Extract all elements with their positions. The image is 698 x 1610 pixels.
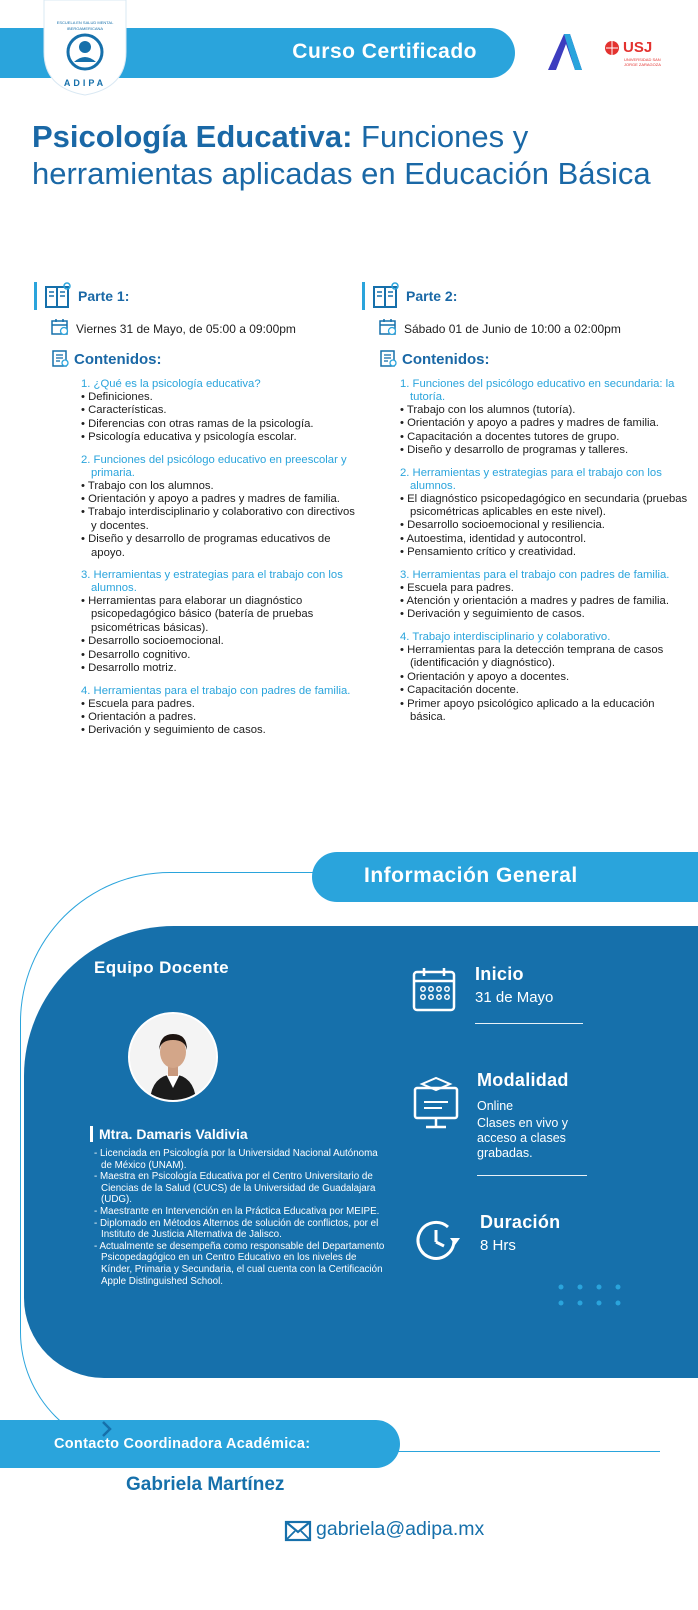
part-2 xyxy=(362,280,698,733)
module xyxy=(81,569,361,675)
module xyxy=(81,454,361,560)
module-item: • Definiciones. xyxy=(81,391,361,404)
module-item: • Primer apoyo psicológico aplicado a la educación básica. xyxy=(400,698,692,725)
module-item: • Derivación y seguimiento de casos. xyxy=(400,608,692,621)
mode-label: Modalidad xyxy=(477,1070,569,1090)
bio-item: - Actualmente se desempeña como responsable del Departamento Psicopedagógico en un Centro Educativo en los niveles de Kínder, Primaria y Secundaria, el cual cuenta con la Certificación Apple Distinguished School. xyxy=(91,1241,387,1287)
book-icon xyxy=(43,281,73,311)
bio-item: - Licenciada en Psicología por la Universidad Nacional Autónoma de México (UNAM). xyxy=(91,1148,387,1171)
module-item: • Orientación y apoyo a docentes. xyxy=(400,671,692,684)
module-item: • Capacitación a docentes tutores de grupo. xyxy=(400,431,692,444)
team-title: Equipo Docente xyxy=(94,958,229,977)
usj-logo xyxy=(604,38,674,78)
logo-name: ADIPA xyxy=(63,78,107,88)
chevron-right-icon xyxy=(100,1420,114,1438)
clock-icon xyxy=(414,1218,464,1264)
contact-name: Gabriela Martínez xyxy=(126,1474,285,1495)
module-item: • Atención y orientación a madres y padres de familia. xyxy=(400,595,692,608)
module-item: • Características. xyxy=(81,404,361,417)
info-heading-bar xyxy=(312,852,698,902)
part-1-modules xyxy=(81,378,361,738)
part-1-header xyxy=(34,280,374,312)
module-title: 1. ¿Qué es la psicología educativa? xyxy=(81,378,261,390)
calendar-icon xyxy=(410,966,458,1014)
document-icon xyxy=(52,350,69,367)
module-item: • Orientación y apoyo a padres y madres de familia. xyxy=(400,417,692,430)
module-item: • Diferencias con otras ramas de la psicología. xyxy=(81,418,361,431)
module-item: • Desarrollo socioemocional y resiliencia. xyxy=(400,519,692,532)
module-title: 4. Trabajo interdisciplinario y colaborativo. xyxy=(400,630,611,643)
module-title: 1. Funciones del psicólogo educativo en secundaria: la tutoría. xyxy=(400,378,675,403)
duration-value: 8 Hrs xyxy=(480,1237,516,1254)
duration-block xyxy=(480,1212,560,1254)
start-block xyxy=(475,964,553,1006)
part-1-date-row xyxy=(34,318,374,340)
module-item: • Autoestima, identidad y autocontrol. xyxy=(400,533,692,546)
duration-label: Duración xyxy=(480,1212,561,1232)
start-divider xyxy=(475,1023,583,1024)
module xyxy=(400,378,692,458)
module-item: • Pensamiento crítico y creatividad. xyxy=(400,546,692,559)
module xyxy=(81,378,361,445)
part-2-header xyxy=(362,280,698,312)
module-item: • El diagnóstico psicopedagógico en secundaria (pruebas psicométricas aplicables en este nivel). xyxy=(400,493,692,520)
module-item: • Herramientas para la detección temprana de casos (identificación y diagnóstico). xyxy=(400,644,692,671)
module-item: • Diseño y desarrollo de programas y talleres. xyxy=(400,444,692,457)
book-icon xyxy=(371,281,401,311)
part-2-date-row xyxy=(362,318,698,340)
bio-item: - Maestra en Psicología Educativa por el Centro Universitario de Ciencias de la Salud (CUCS) de la Universidad de Guadalajara (UDG). xyxy=(91,1171,387,1206)
logo-text-top: ESCUELA EN SALUD MENTAL xyxy=(56,20,114,25)
part-2-label: Parte 2: xyxy=(406,288,458,304)
logo-text-mid: IBEROAMERICANA xyxy=(66,26,104,31)
module-item: • Desarrollo cognitivo. xyxy=(81,649,361,662)
mode-value: Online xyxy=(477,1099,514,1113)
contact-email-link[interactable]: gabriela@adipa.mx xyxy=(316,1518,485,1540)
module-item: • Escuela para padres. xyxy=(400,582,692,595)
module xyxy=(400,569,692,622)
module-item: • Herramientas para elaborar un diagnóstico psicopedagógico básico (batería de pruebas psicométricas básicas). xyxy=(81,595,361,635)
mode-block xyxy=(477,1070,597,1161)
module-item: • Derivación y seguimiento de casos. xyxy=(81,724,361,737)
module-title: 3. Herramientas para el trabajo con padres de familia. xyxy=(400,568,670,581)
part-1-contents-label: Contenidos: xyxy=(74,351,162,368)
module xyxy=(400,631,692,724)
module-item: • Diseño y desarrollo de programas educativos de apoyo. xyxy=(81,533,361,560)
module-title: 2. Herramientas y estrategias para el trabajo con los alumnos. xyxy=(400,466,662,492)
module xyxy=(81,685,361,738)
module-item: • Trabajo con los alumnos. xyxy=(81,480,361,493)
module-item: • Psicología educativa y psicología escolar. xyxy=(81,431,361,444)
bio-item: - Diplomado en Métodos Alternos de solución de conflictos, por el Instituto de Justicia Alternativa de Jalisco. xyxy=(91,1218,387,1241)
part-1-contents-row xyxy=(34,348,374,372)
teacher-avatar xyxy=(128,1012,218,1102)
calendar-icon xyxy=(379,318,397,336)
module-item: • Desarrollo socioemocional. xyxy=(81,635,361,648)
bio-item: - Maestrante en Intervención en la Práctica Educativa por MEIPE. xyxy=(91,1206,387,1218)
course-title-rest: Funciones y herramientas aplicadas en Educación Básica xyxy=(32,119,651,191)
calendar-icon xyxy=(51,318,69,336)
course-title-strong: Psicología Educativa: xyxy=(32,119,353,154)
mode-divider xyxy=(477,1175,587,1176)
part-1-label: Parte 1: xyxy=(78,288,130,304)
part-1 xyxy=(34,280,374,747)
part-1-date: Viernes 31 de Mayo, de 05:00 a 09:00pm xyxy=(76,322,296,336)
part-2-modules xyxy=(400,378,692,724)
module-title: 4. Herramientas para el trabajo con padres de familia. xyxy=(81,684,351,697)
start-label: Inicio xyxy=(475,964,524,984)
partner-a-logo xyxy=(544,32,586,72)
course-badge-label: Curso Certificado xyxy=(292,40,477,63)
course-title xyxy=(32,118,672,192)
module xyxy=(400,467,692,560)
module-title: 3. Herramientas y estrategias para el trabajo con los alumnos. xyxy=(81,569,343,595)
part-2-bar xyxy=(362,282,365,310)
decorative-dots xyxy=(557,1283,627,1313)
module-item: • Capacitación docente. xyxy=(400,684,692,697)
part-2-contents-label: Contenidos: xyxy=(402,351,490,368)
teacher-bar xyxy=(90,1126,93,1142)
adipa-logo xyxy=(42,0,128,96)
document-icon xyxy=(380,350,397,367)
teacher-header xyxy=(90,1124,390,1144)
part-2-contents-row xyxy=(362,348,698,372)
module-item: • Trabajo con los alumnos (tutoría). xyxy=(400,404,692,417)
contact-heading: Contacto Coordinadora Académica: xyxy=(54,1436,311,1452)
mode-detail: Clases en vivo y acceso a clases grabadas. xyxy=(477,1116,569,1160)
teacher-name: Mtra. Damaris Valdivia xyxy=(99,1126,248,1142)
mail-icon xyxy=(284,1520,312,1542)
contact-bar xyxy=(0,1420,400,1468)
part-2-date: Sábado 01 de Junio de 10:00 a 02:00pm xyxy=(404,322,621,336)
usj-sub: UNIVERSIDAD SAN JORGE ZARAGOZA xyxy=(624,57,661,67)
module-item: • Trabajo interdisciplinario y colaborativo con directivos y docentes. xyxy=(81,506,361,533)
module-item: • Orientación a padres. xyxy=(81,711,361,724)
module-title: 2. Funciones del psicólogo educativo en preescolar y primaria. xyxy=(81,453,347,479)
module-item: • Desarrollo motriz. xyxy=(81,662,361,675)
module-item: • Escuela para padres. xyxy=(81,698,361,711)
graduation-monitor-icon xyxy=(412,1076,460,1132)
usj-name: USJ xyxy=(623,39,653,56)
start-value: 31 de Mayo xyxy=(475,989,554,1006)
info-heading: Información General xyxy=(364,864,578,887)
module-item: • Orientación y apoyo a padres y madres de familia. xyxy=(81,493,361,506)
part-1-bar xyxy=(34,282,37,310)
teacher-bio xyxy=(91,1148,387,1287)
